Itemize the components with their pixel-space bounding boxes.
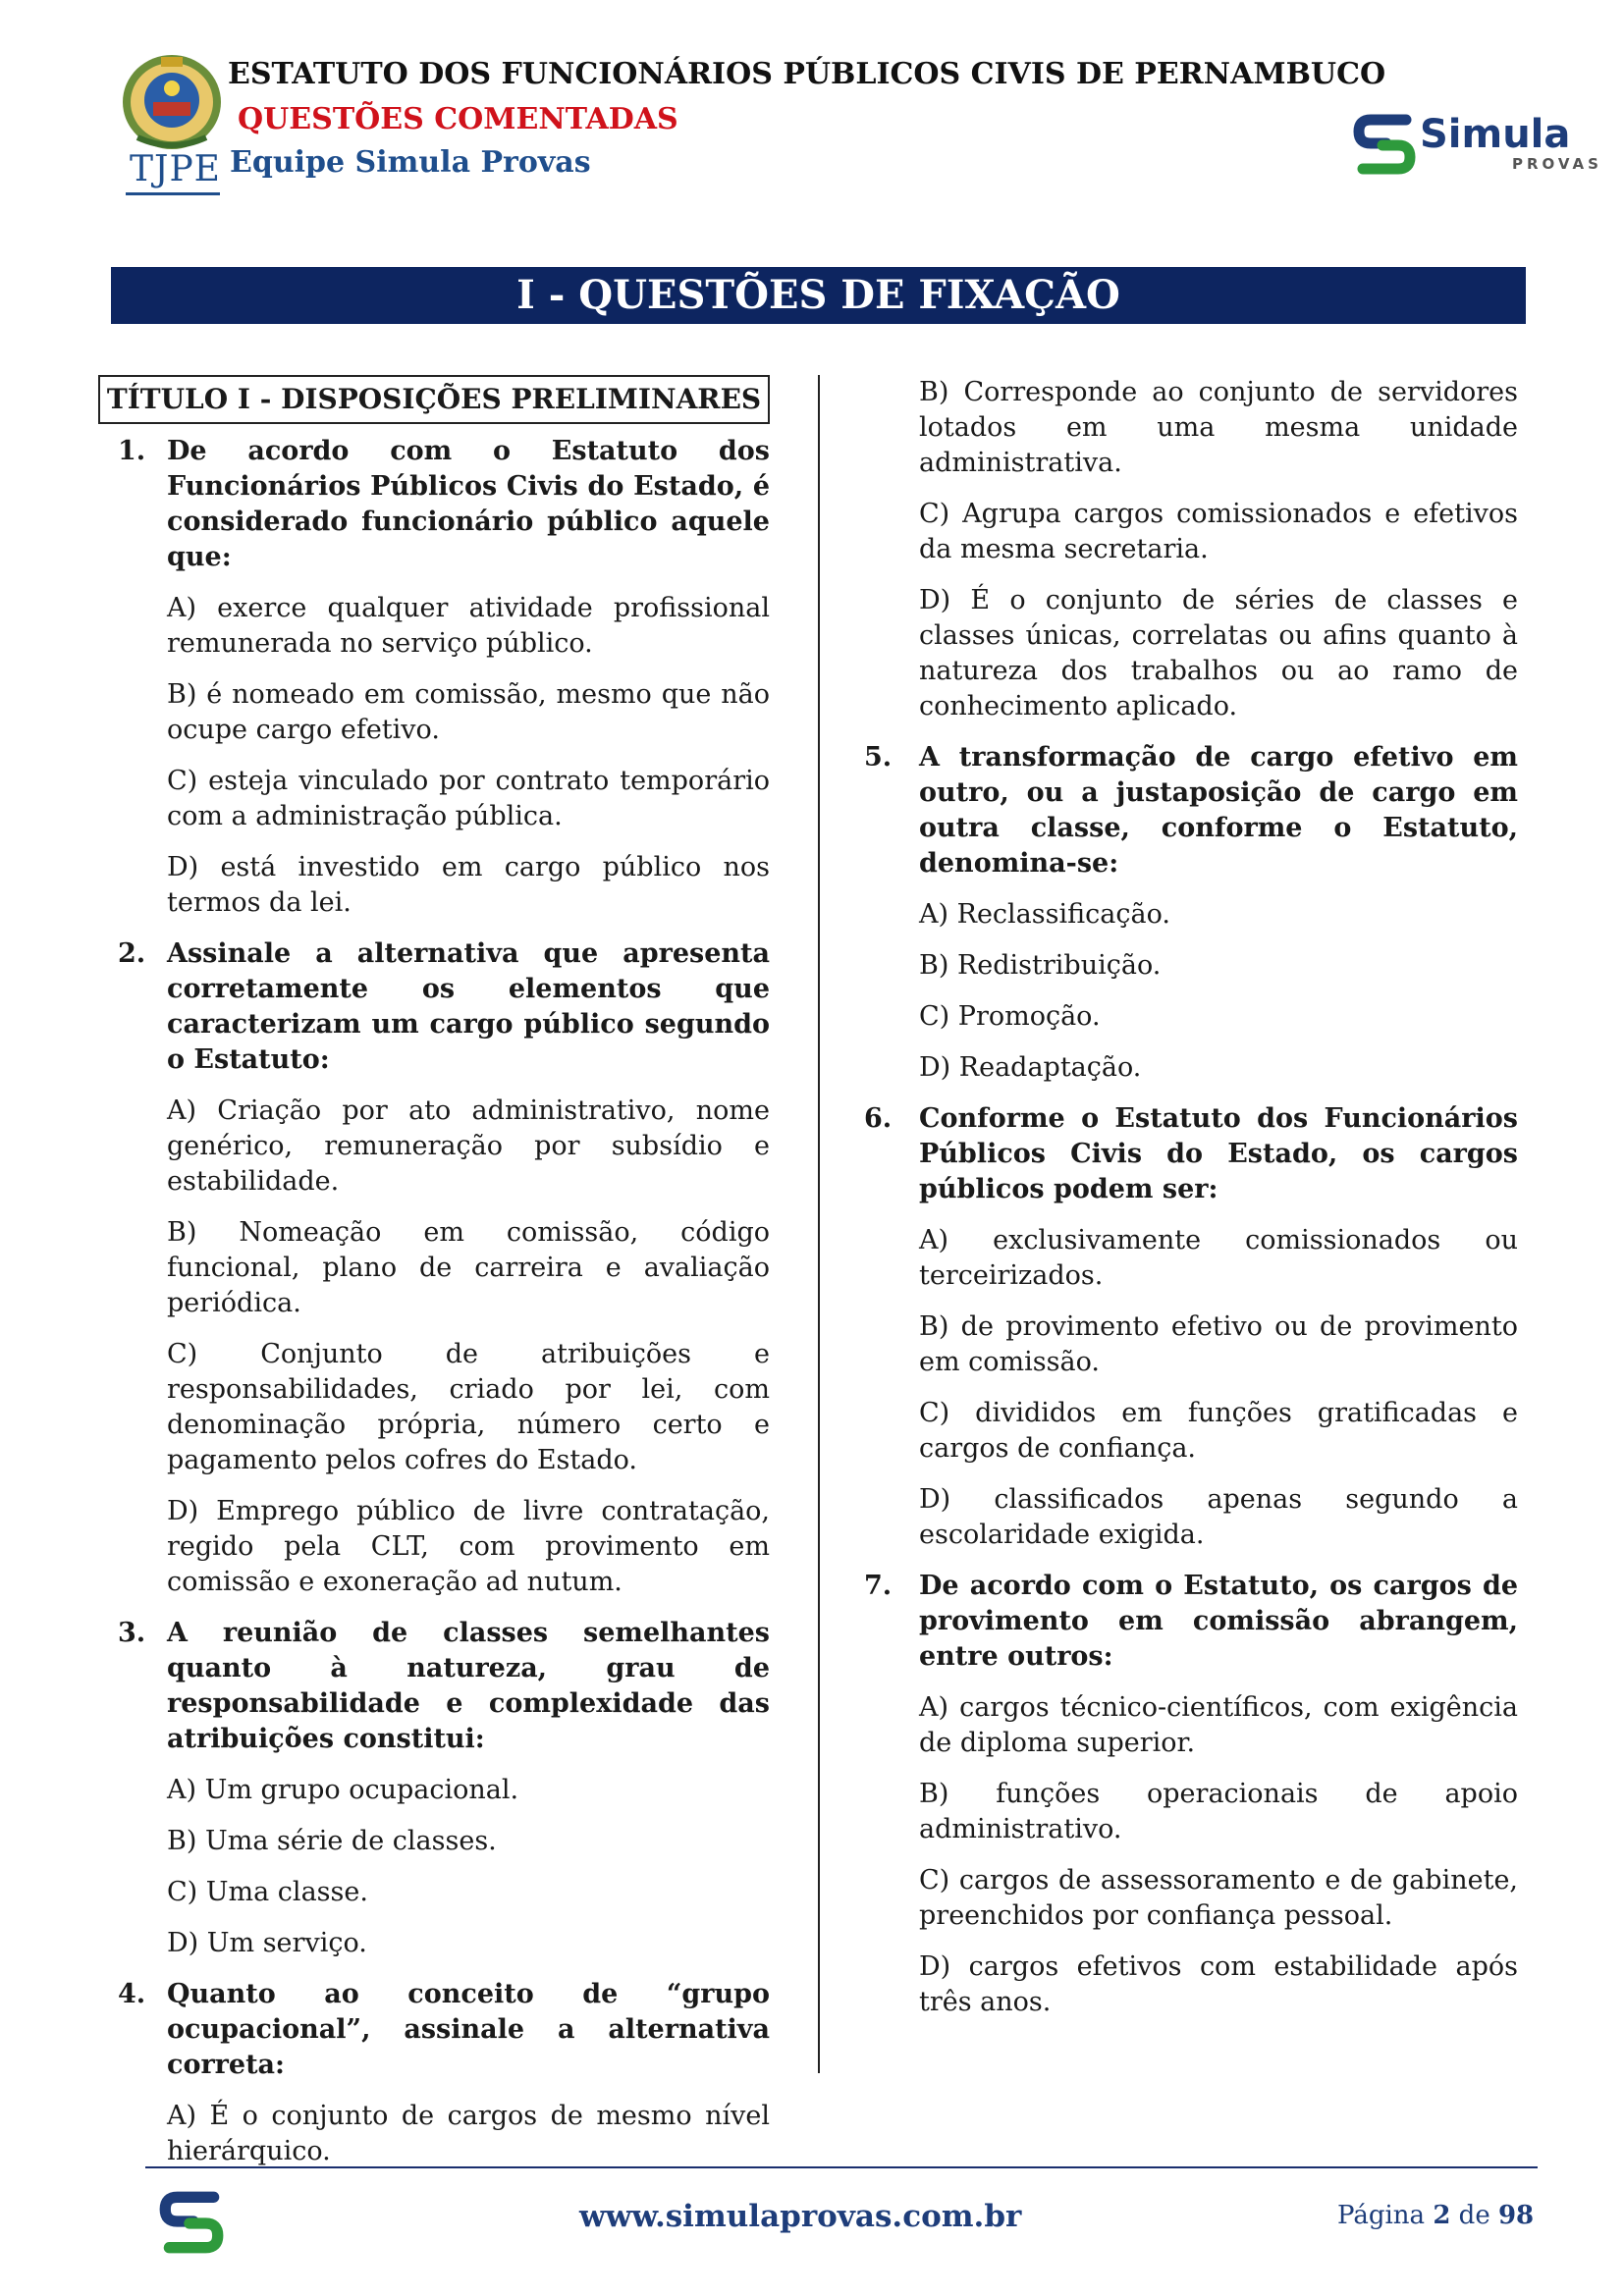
question-stem: Assinale a alternativa que apresenta corretamente os elementos que caracterizam um cargo público segundo o Estatuto: [167,938,770,1075]
document-title: ESTATUTO DOS FUNCIONÁRIOS PÚBLICOS CIVIS DE PERNAMBUCO [228,57,1386,91]
question-6 [862,1101,1518,1553]
section-title: TÍTULO I - DISPOSIÇÕES PRELIMINARES [98,375,770,424]
option-d: D) Um serviço. [167,1928,367,1958]
document-subtitle: QUESTÕES COMENTADAS [238,102,678,136]
question-number: 4. [118,1979,146,2009]
option-b: B) Uma série de classes. [167,1826,497,1856]
question-stem: Quanto ao conceito de “grupo ocupacional”, assinale a alternativa correta: [167,1979,770,2080]
footer-divider [145,2166,1538,2168]
left-column [98,375,770,2185]
option-d: D) Readaptação. [919,1052,1142,1083]
page-header [118,51,1602,208]
option-b: B) Corresponde ao conjunto de servidores lotados em uma mesma unidade administrativa. [919,377,1518,478]
question-number: 2. [118,938,146,969]
section-banner: I - QUESTÕES DE FIXAÇÃO [111,267,1526,324]
option-c: C) esteja vinculado por contrato temporário com a administração pública. [167,766,770,831]
question-3 [98,1616,770,1961]
option-a: A) Criação por ato administrativo, nome genérico, remuneração por subsídio e estabilidade. [167,1095,770,1197]
tjpe-logo: TJPE [130,149,221,189]
option-a: A) É o conjunto de cargos de mesmo nível hierárquico. [167,2101,770,2166]
page-total: 98 [1497,2201,1535,2230]
question-stem: De acordo com o Estatuto dos Funcionários Públicos Civis do Estado, é considerado funcionário público aquele que: [167,436,770,572]
question-stem: A transformação de cargo efetivo em outro, ou a justaposição de cargo em outra classe, conforme o Estatuto, denomina-se: [919,742,1518,879]
option-a: A) exerce qualquer atividade profissional remunerada no serviço público. [167,593,770,659]
pernambuco-crest-icon [118,51,226,153]
option-c: C) Uma classe. [167,1877,368,1907]
team-name: Equipe Simula Provas [230,145,591,180]
option-c: C) divididos em funções gratificadas e cargos de confiança. [919,1398,1518,1464]
option-c: C) cargos de assessoramento e de gabinete, preenchidos por confiança pessoal. [919,1865,1518,1931]
option-b: B) Nomeação em comissão, código funcional, plano de carreira e avaliação periódica. [167,1217,770,1318]
option-c: C) Promoção. [919,1001,1101,1032]
simula-provas-logo [1353,110,1602,198]
option-b: B) de provimento efetivo ou de provimento em comissão. [919,1311,1518,1377]
question-stem: Conforme o Estatuto dos Funcionários Públicos Civis do Estado, os cargos públicos podem ser: [919,1103,1518,1204]
question-number: 5. [864,742,893,773]
question-number: 3. [118,1618,146,1648]
brand-subtitle: PROVAS [1512,155,1602,173]
question-number: 7. [864,1571,893,1601]
option-b: B) funções operacionais de apoio administrativo. [919,1779,1518,1844]
option-d: D) cargos efetivos com estabilidade após três anos. [919,1951,1518,2017]
question-4 [98,1977,770,2169]
question-7 [862,1569,1518,2020]
question-5 [862,740,1518,1086]
question-2 [98,936,770,1600]
option-a: A) Reclassificação. [919,899,1170,930]
option-d: D) É o conjunto de séries de classes e classes únicas, correlatas ou afins quanto à natureza dos trabalhos ou ao ramo de conhecimento aplicado. [919,585,1518,721]
question-stem: De acordo com o Estatuto, os cargos de provimento em comissão abrangem, entre outros: [919,1571,1518,1672]
option-a: A) cargos técnico-científicos, com exigência de diploma superior. [919,1692,1518,1758]
page-of: de [1458,2201,1490,2230]
brand-name: Simula [1420,112,1571,157]
right-column [862,375,1518,2036]
column-divider [818,375,820,2073]
option-b: B) Redistribuição. [919,950,1162,981]
option-b: B) é nomeado em comissão, mesmo que não ocupe cargo efetivo. [167,679,770,745]
option-d: D) Emprego público de livre contratação, regido pela CLT, com provimento em comissão e exoneração ad nutum. [167,1496,770,1597]
page-label: Página [1337,2201,1426,2230]
option-d: D) está investido em cargo público nos termos da lei. [167,852,770,918]
page-number: 2 [1433,2201,1451,2230]
simula-footer-logo-icon [157,2187,226,2258]
option-a: A) exclusivamente comissionados ou terceirizados. [919,1225,1518,1291]
option-d: D) classificados apenas segundo a escolaridade exigida. [919,1484,1518,1550]
simula-s-icon [1353,110,1416,179]
page-indicator [1337,2201,1534,2230]
question-stem: A reunião de classes semelhantes quanto à natureza, grau de responsabilidade e complexidade das atribuições constitui: [167,1618,770,1754]
tjpe-logo-underline [126,192,220,195]
question-1 [98,434,770,921]
website-link[interactable]: www.simulaprovas.com.br [579,2199,1022,2234]
option-a: A) Um grupo ocupacional. [167,1775,519,1805]
option-c: C) Agrupa cargos comissionados e efetivos da mesma secretaria. [919,499,1518,564]
option-c: C) Conjunto de atribuições e responsabilidades, criado por lei, com denominação própria, número certo e pagamento pelos cofres do Estado. [167,1339,770,1475]
question-number: 6. [864,1103,893,1134]
question-number: 1. [118,436,146,466]
